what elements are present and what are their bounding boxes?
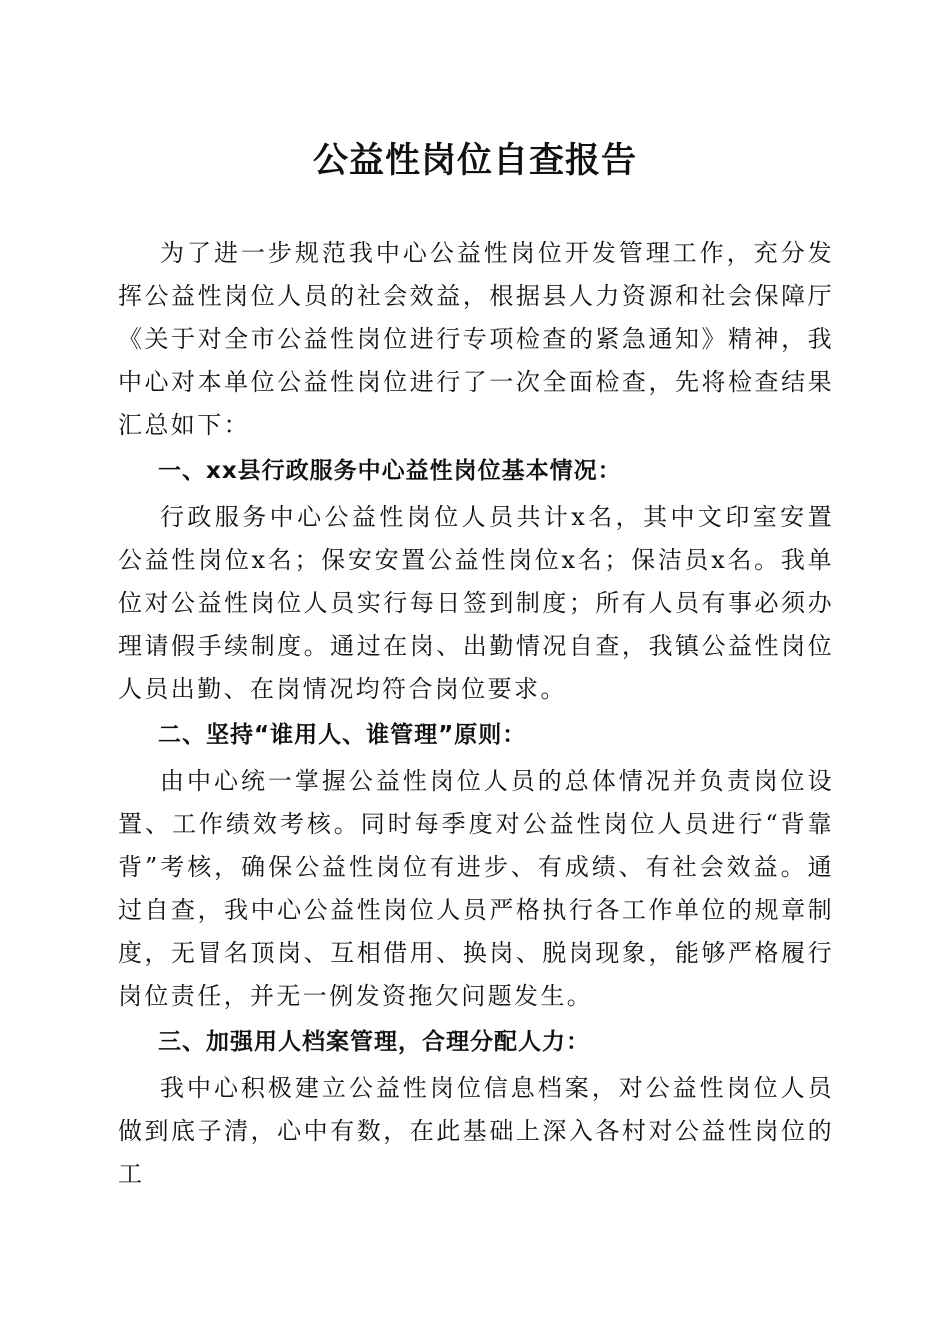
- section-1-paragraph: 行政服务中心公益性岗位人员共计x名，其中文印室安置公益性岗位x名；保安安置公益性岗位x名；保洁员x名。我单位对公益性岗位人员实行每日签到制度；所有人员有事必须办理请假手续制度。通过在岗、出勤情况自查，我镇公益性岗位人员出勤、在岗情况均符合岗位要求。: [118, 503, 834, 703]
- section-1-heading: 一、xx县行政服务中心益性岗位基本情况：: [158, 458, 622, 484]
- document-title: 公益性岗位自查报告: [312, 141, 637, 181]
- section-2-heading: 二、坚持“谁用人、谁管理”原则：: [158, 722, 527, 748]
- section-2-paragraph: 由中心统一掌握公益性岗位人员的总体情况并负责岗位设置、工作绩效考核。同时每季度对公益性岗位人员进行“背靠背”考核，确保公益性岗位有进步、有成绩、有社会效益。通过自查，我中心公益性岗位人员严格执行各工作单位的规章制度，无冒名顶岗、互相借用、换岗、脱岗现象，能够严格履行岗位责任，并无一例发资拖欠问题发生。: [118, 767, 834, 1010]
- section-3-paragraph: 我中心积极建立公益性岗位信息档案，对公益性岗位人员做到底子清，心中有数，在此基础上深入各村对公益性岗位的工: [118, 1074, 834, 1188]
- intro-paragraph: 为了进一步规范我中心公益性岗位开发管理工作，充分发挥公益性岗位人员的社会效益，根据县人力资源和社会保障厅《关于对全市公益性岗位进行专项检查的紧急通知》精神，我中心对本单位公益性岗位进行了一次全面检查，先将检查结果汇总如下：: [118, 239, 834, 439]
- section-3-heading: 三、加强用人档案管理，合理分配人力：: [158, 1029, 590, 1055]
- document-body: [118, 232, 834, 1196]
